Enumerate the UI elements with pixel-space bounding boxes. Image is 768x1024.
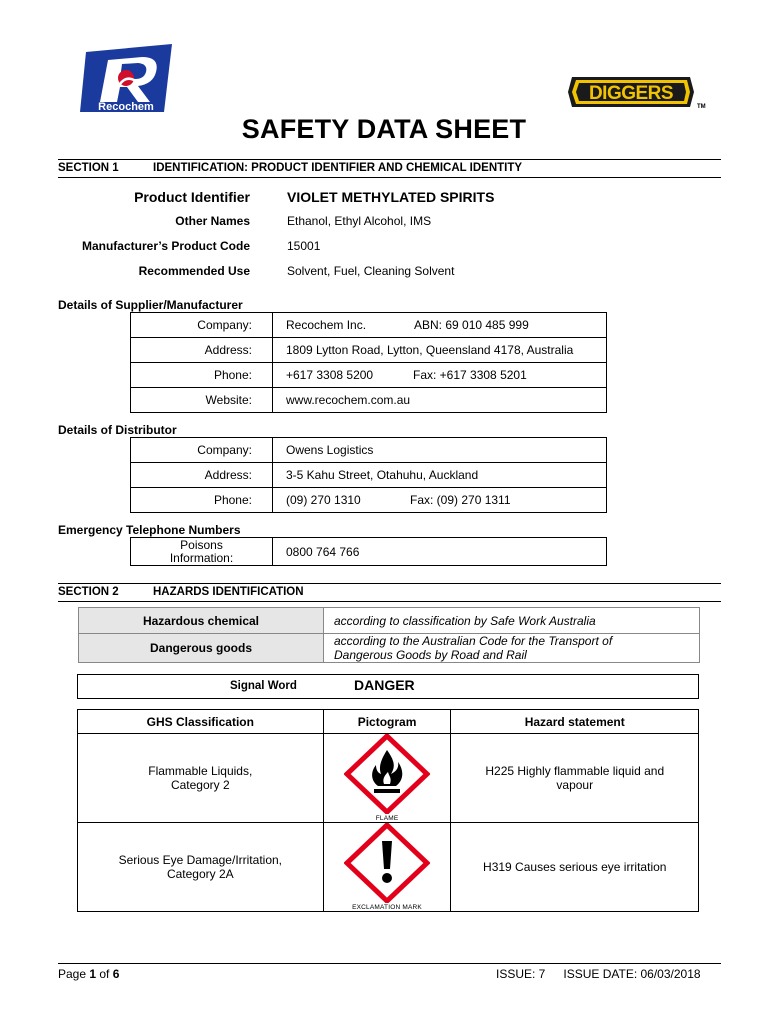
flame-icon <box>344 734 430 814</box>
ghs-statement-line2: vapour <box>556 778 594 792</box>
section2-top-rule <box>58 583 721 584</box>
ghs-classification-line1: Serious Eye Damage/Irritation, <box>118 853 282 867</box>
poisons-phone-value: 0800 764 766 <box>273 538 607 566</box>
ghs-header-row <box>78 710 699 734</box>
supplier-heading: Details of Supplier/Manufacturer <box>58 298 243 312</box>
page-total: 6 <box>112 967 120 981</box>
section1-heading <box>58 162 523 174</box>
ghs-classification-cell <box>78 823 324 912</box>
issue-date: ISSUE DATE: 06/03/2018 <box>563 967 701 981</box>
ghs-row <box>78 823 699 912</box>
distributor-phone-row <box>131 488 607 513</box>
supplier-website-label: Website: <box>131 388 273 413</box>
distributor-phone-label: Phone: <box>131 488 273 513</box>
supplier-address-value: 1809 Lytton Road, Lytton, Queensland 4178, Australia <box>273 338 607 363</box>
ghs-classification-line1: Flammable Liquids, <box>148 764 253 778</box>
section1-number: SECTION 1 <box>58 162 119 174</box>
distributor-address-label: Address: <box>131 463 273 488</box>
page-prefix: Page <box>58 967 90 981</box>
document-title: SAFETY DATA SHEET <box>241 114 527 144</box>
section1-title: IDENTIFICATION: PRODUCT IDENTIFIER AND CHEMICAL IDENTITY <box>153 162 523 174</box>
supplier-phone-value: +617 3308 5200 <box>286 368 374 382</box>
page-number <box>58 967 119 981</box>
ghs-classification-header: GHS Classification <box>78 710 324 734</box>
product-identifier-value: VIOLET METHYLATED SPIRITS <box>287 189 495 205</box>
product-code-label: Manufacturer’s Product Code <box>81 239 250 253</box>
emergency-heading: Emergency Telephone Numbers <box>58 523 241 537</box>
ghs-hazard-statement-cell <box>451 823 699 912</box>
section2-title: HAZARDS IDENTIFICATION <box>153 586 304 598</box>
exclamation-mark-icon <box>344 823 430 903</box>
distributor-address-row <box>131 463 607 488</box>
section2-number: SECTION 2 <box>58 586 119 598</box>
supplier-abn: ABN: 69 010 485 999 <box>414 318 529 332</box>
hazardous-chemical-row <box>79 608 700 634</box>
distributor-company-row <box>131 438 607 463</box>
issue-info <box>496 967 701 981</box>
supplier-address-row <box>131 338 607 363</box>
issue-number: ISSUE: 7 <box>496 967 546 981</box>
supplier-phone-row <box>131 363 607 388</box>
flame-caption: FLAME <box>375 815 399 822</box>
product-identifier-label: Product Identifier <box>134 189 250 205</box>
ghs-pictogram-cell <box>323 823 451 912</box>
supplier-website-row <box>131 388 607 413</box>
section1-top-rule <box>58 159 721 160</box>
dangerous-goods-value-line2: Dangerous Goods by Road and Rail <box>334 648 527 662</box>
supplier-phone-label: Phone: <box>131 363 273 388</box>
signal-word-value: DANGER <box>354 677 415 693</box>
supplier-address-label: Address: <box>131 338 273 363</box>
distributor-phone-value: (09) 270 1310 <box>286 493 361 507</box>
hazardous-chemical-value: according to classification by Safe Work Australia <box>324 608 700 634</box>
supplier-website-link[interactable]: www.recochem.com.au <box>273 388 607 413</box>
distributor-phone-cell <box>273 488 607 513</box>
supplier-company-row <box>131 313 607 338</box>
ghs-row <box>78 734 699 823</box>
svg-text:TM: TM <box>697 104 706 110</box>
hazardous-chemical-label: Hazardous chemical <box>79 608 324 634</box>
ghs-statement-line1: H319 Causes serious eye irritation <box>483 860 667 874</box>
poisons-label <box>131 538 273 566</box>
distributor-heading: Details of Distributor <box>58 423 177 437</box>
supplier-company-value: Recochem Inc. <box>286 318 367 332</box>
ghs-pictogram-header: Pictogram <box>323 710 451 734</box>
ghs-classification-line2: Category 2A <box>166 867 234 881</box>
other-names-label: Other Names <box>175 214 250 228</box>
product-code-value: 15001 <box>287 239 321 253</box>
dangerous-goods-value-line1: according to the Australian Code for the Transport of <box>334 634 613 648</box>
hazard-class-table <box>78 607 700 663</box>
supplier-company-label: Company: <box>131 313 273 338</box>
recochem-logo-text: Recochem <box>98 101 154 113</box>
signal-word-label: Signal Word <box>230 680 297 692</box>
distributor-company-value: Owens Logistics <box>273 438 607 463</box>
poisons-label-line2: Information: <box>169 550 234 565</box>
recochem-logo <box>80 42 173 114</box>
ghs-statement-line1: H225 Highly flammable liquid and <box>485 764 665 778</box>
supplier-phone-cell <box>273 363 607 388</box>
ghs-pictogram-cell <box>323 734 451 823</box>
emergency-table <box>130 537 607 566</box>
supplier-company-cell <box>273 313 607 338</box>
distributor-fax: Fax: (09) 270 1311 <box>410 493 511 507</box>
ghs-hazard-statement-header: Hazard statement <box>451 710 699 734</box>
section2-heading <box>58 586 304 598</box>
page-current: 1 <box>89 967 97 981</box>
distributor-company-label: Company: <box>131 438 273 463</box>
distributor-address-value: 3-5 Kahu Street, Otahuhu, Auckland <box>273 463 607 488</box>
ghs-classification-line2: Category 2 <box>170 778 230 792</box>
dangerous-goods-label: Dangerous goods <box>79 634 324 663</box>
emergency-poisons-row <box>131 538 607 566</box>
poisons-label-line1: Poisons <box>180 537 223 552</box>
supplier-table <box>130 312 607 413</box>
section1-bottom-rule <box>58 177 721 178</box>
ghs-hazard-statement-cell <box>451 734 699 823</box>
page-of: of <box>96 967 113 981</box>
ghs-table <box>77 709 699 912</box>
recommended-use-label: Recommended Use <box>138 264 250 278</box>
other-names-value: Ethanol, Ethyl Alcohol, IMS <box>287 214 432 228</box>
distributor-table <box>130 437 607 513</box>
recommended-use-value: Solvent, Fuel, Cleaning Solvent <box>287 264 455 278</box>
dangerous-goods-value <box>324 634 700 663</box>
footer-rule <box>58 963 721 964</box>
supplier-fax: Fax: +617 3308 5201 <box>413 368 527 382</box>
section2-bottom-rule <box>58 601 721 602</box>
svg-text:DIGGERS: DIGGERS <box>588 83 674 104</box>
ghs-classification-cell <box>78 734 324 823</box>
diggers-logo <box>568 74 708 110</box>
exclamation-mark-caption: EXCLAMATION MARK <box>352 904 422 911</box>
dangerous-goods-row <box>79 634 700 663</box>
